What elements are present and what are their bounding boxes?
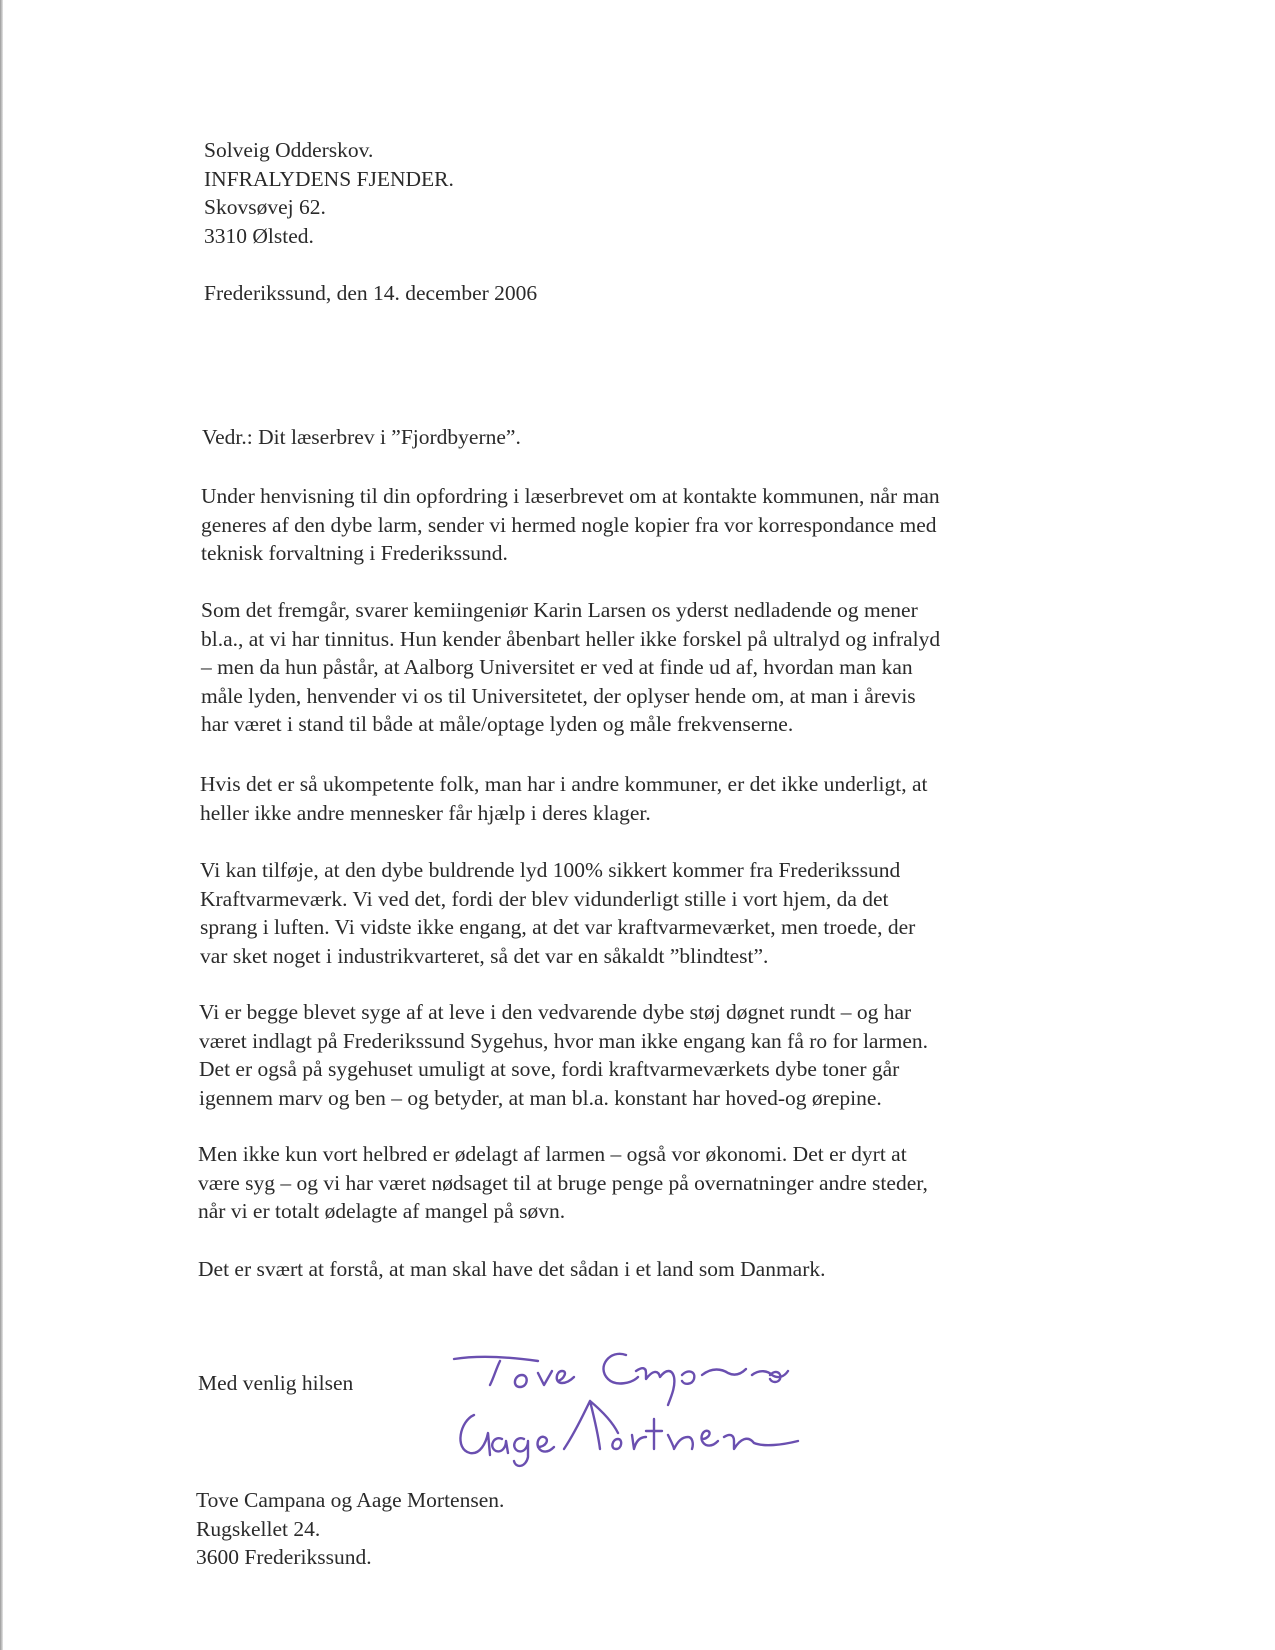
- letter-date: Frederikssund, den 14. december 2006: [204, 281, 538, 305]
- paragraph-line: Kraftvarmeværk. Vi ved det, fordi der blev vidunderligt stille i vort hjem, da det: [200, 886, 889, 911]
- handwritten-signature: [440, 1335, 840, 1475]
- recipient-organization: INFRALYDENS FJENDER.: [204, 166, 454, 191]
- paragraph-line: Det er svært at forstå, at man skal have det sådan i et land som Danmark.: [198, 1257, 826, 1281]
- signature-ink: [454, 1354, 798, 1466]
- sender-address: [196, 1486, 504, 1572]
- recipient-city: 3310 Ølsted.: [204, 223, 314, 248]
- letter-subject: Vedr.: Dit læserbrev i ”Fjordbyerne”.: [202, 425, 521, 449]
- paragraph-line: bl.a., at vi har tinnitus. Hun kender åbenbart heller ikke forskel på ultralyd og infralyd: [201, 626, 941, 651]
- paragraph-line: var sket noget i industrikvarteret, så det var en såkaldt ”blindtest”.: [200, 943, 769, 968]
- paragraph-line: Det er også på sygehuset umuligt at sove, fordi kraftvarmeværkets dybe toner går: [199, 1057, 900, 1081]
- recipient-address: [204, 136, 454, 250]
- paragraph-line: generes af den dybe larm, sender vi hermed nogle kopier fra vor korrespondance med: [201, 512, 937, 537]
- paragraph-line: Under henvisning til din opfordring i læserbrevet om at kontakte kommunen, når man: [201, 484, 940, 508]
- body-paragraph: [198, 1255, 826, 1284]
- paragraph-line: Hvis det er så ukompetente folk, man har i andre kommuner, er det ikke underligt, at: [200, 772, 928, 796]
- paragraph-line: igennem marv og ben – og betyder, at man bl.a. konstant har hoved-og ørepine.: [199, 1085, 882, 1110]
- body-paragraph: [199, 998, 928, 1112]
- recipient-street: Skovsøvej 62.: [204, 195, 326, 219]
- body-paragraph: [201, 482, 940, 568]
- letter-closing: Med venlig hilsen: [198, 1371, 354, 1395]
- body-paragraph: [200, 770, 928, 827]
- paragraph-line: sprang i luften. Vi vidste ikke engang, at det var kraftvarmeværket, men troede, der: [200, 915, 916, 939]
- sender-street: Rugskellet 24.: [196, 1516, 321, 1541]
- paragraph-line: Vi er begge blevet syge af at leve i den vedvarende dybe støj døgnet rundt – og har: [199, 1000, 912, 1024]
- paragraph-line: Som det fremgår, svarer kemiingeniør Karin Larsen os yderst nedladende og mener: [201, 598, 918, 622]
- scan-page-edge: [0, 0, 3, 1650]
- paragraph-line: Vi kan tilføje, at den dybe buldrende lyd 100% sikkert kommer fra Frederikssund: [200, 858, 901, 882]
- paragraph-line: har været i stand til både at måle/optage lyden og måle frekvenserne.: [201, 712, 794, 736]
- sender-names: Tove Campana og Aage Mortensen.: [196, 1488, 505, 1512]
- paragraph-line: – men da hun påstår, at Aalborg Universitet er ved at finde ud af, hvordan man kan: [201, 655, 913, 679]
- paragraph-line: måle lyden, henvender vi os til Universitetet, der oplyser hende om, at man i årevis: [201, 683, 916, 708]
- paragraph-line: være syg – og vi har været nødsaget til at bruge penge på overnatninger andre steder,: [198, 1170, 928, 1195]
- recipient-name: Solveig Odderskov.: [204, 138, 374, 162]
- body-paragraph: [198, 1140, 928, 1226]
- paragraph-line: Men ikke kun vort helbred er ødelagt af larmen – også vor økonomi. Det er dyrt at: [198, 1142, 907, 1166]
- paragraph-line: teknisk forvaltning i Frederikssund.: [201, 541, 508, 565]
- paragraph-line: når vi er totalt ødelagte af mangel på søvn.: [198, 1199, 566, 1223]
- paragraph-line: været indlagt på Frederikssund Sygehus, hvor man ikke engang kan få ro for larmen.: [199, 1028, 929, 1053]
- sender-city: 3600 Frederikssund.: [196, 1545, 372, 1569]
- paragraph-line: heller ikke andre mennesker får hjælp i deres klager.: [200, 800, 651, 825]
- body-paragraph: [201, 596, 940, 739]
- body-paragraph: [200, 856, 915, 970]
